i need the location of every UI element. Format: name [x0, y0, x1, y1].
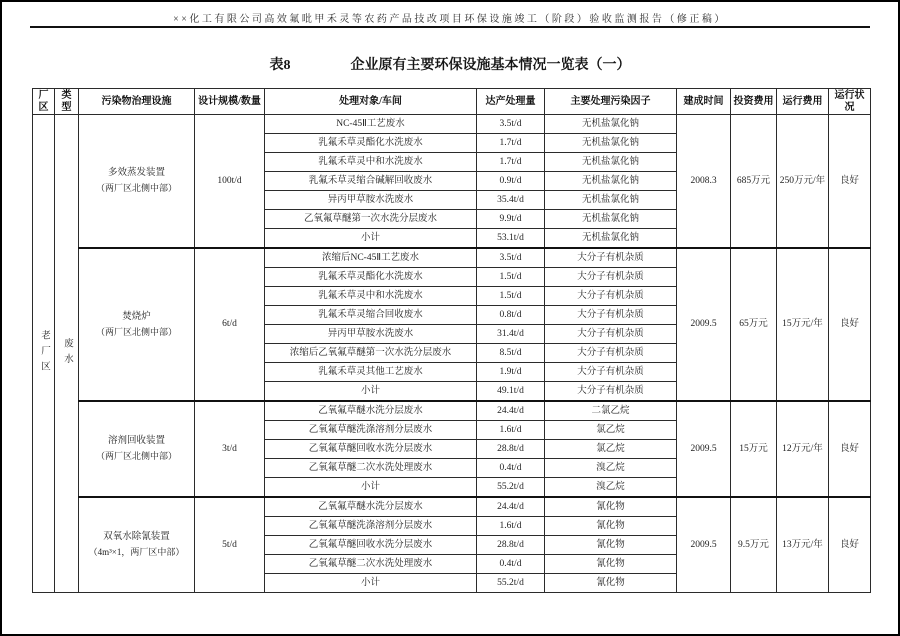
waste-type-cell: 废水 — [55, 115, 79, 593]
built-time-cell: 2008.3 — [677, 115, 731, 249]
capacity-cell: 3.5t/d — [477, 248, 545, 268]
pollutant-factor-cell: 大分子有机杂质 — [545, 268, 677, 287]
design-scale-cell: 5t/d — [195, 497, 265, 593]
pollutant-factor-cell: 大分子有机杂质 — [545, 363, 677, 382]
capacity-cell: 1.5t/d — [477, 268, 545, 287]
treatment-target-cell: 乙氧氟草醚洗涤溶剂分层废水 — [265, 421, 477, 440]
column-header-1: 类型 — [55, 89, 79, 115]
env-facilities-table — [32, 88, 871, 593]
treatment-target-cell: 乳氟禾草灵中和水洗废水 — [265, 287, 477, 306]
capacity-cell: 1.6t/d — [477, 421, 545, 440]
facility-location-note: （4m³×1，两厂区中部） — [88, 547, 185, 558]
capacity-cell: 0.4t/d — [477, 555, 545, 574]
treatment-target-cell: 小计 — [265, 382, 477, 402]
table-row — [33, 497, 871, 517]
treatment-target-cell: 乳氟禾草灵中和水洗废水 — [265, 153, 477, 172]
table-title-row — [2, 54, 898, 74]
pollutant-factor-cell: 氰化物 — [545, 517, 677, 536]
pollutant-factor-cell: 二氯乙烷 — [545, 401, 677, 421]
document-header-line: ××化工有限公司高效氟吡甲禾灵等农药产品技改项目环保设施竣工（阶段）验收监测报告（修正稿） — [173, 14, 727, 25]
column-header-10: 运行状况 — [829, 89, 871, 115]
facility-name: 溶剂回收装置 — [107, 436, 165, 447]
treatment-target-cell: 乙氧氟草醚水洗分层废水 — [265, 401, 477, 421]
pollutant-factor-cell: 大分子有机杂质 — [545, 306, 677, 325]
pollutant-factor-cell: 氰化物 — [545, 536, 677, 555]
treatment-target-cell: 乙氧氟草醚第一次水洗分层废水 — [265, 210, 477, 229]
pollutant-factor-cell: 无机盐氯化钠 — [545, 229, 677, 249]
pollutant-factor-cell: 大分子有机杂质 — [545, 287, 677, 306]
design-scale-cell: 100t/d — [195, 115, 265, 249]
pollutant-factor-cell: 氯乙烷 — [545, 440, 677, 459]
pollutant-factor-cell: 大分子有机杂质 — [545, 248, 677, 268]
pollutant-factor-cell: 无机盐氯化钠 — [545, 153, 677, 172]
treatment-target-cell: 异丙甲草胺水洗废水 — [265, 191, 477, 210]
built-time-cell: 2009.5 — [677, 497, 731, 593]
operating-cost-cell: 12万元/年 — [777, 401, 829, 497]
capacity-cell: 0.9t/d — [477, 172, 545, 191]
facility-cell — [79, 248, 195, 401]
column-header-4: 处理对象/车间 — [265, 89, 477, 115]
capacity-cell: 1.7t/d — [477, 134, 545, 153]
treatment-target-cell: 乳氟禾草灵缩合碱解回收废水 — [265, 172, 477, 191]
pollutant-factor-cell: 溴乙烷 — [545, 459, 677, 478]
treatment-target-cell: 乳氟禾草灵酯化水洗废水 — [265, 268, 477, 287]
column-header-7: 建成时间 — [677, 89, 731, 115]
capacity-cell: 49.1t/d — [477, 382, 545, 402]
pollutant-factor-cell: 无机盐氯化钠 — [545, 191, 677, 210]
operating-cost-cell: 13万元/年 — [777, 497, 829, 593]
treatment-target-cell: 乳氟禾草灵酯化水洗废水 — [265, 134, 477, 153]
status-cell: 良好 — [829, 115, 871, 249]
investment-cell: 15万元 — [731, 401, 777, 497]
investment-cell: 9.5万元 — [731, 497, 777, 593]
table-label: 表8 — [269, 58, 291, 73]
treatment-target-cell: 乙氧氟草醚水洗分层废水 — [265, 497, 477, 517]
pollutant-factor-cell: 无机盐氯化钠 — [545, 172, 677, 191]
capacity-cell: 55.2t/d — [477, 574, 545, 593]
design-scale-cell: 3t/d — [195, 401, 265, 497]
capacity-cell: 0.4t/d — [477, 459, 545, 478]
facility-cell — [79, 497, 195, 593]
table-title: 企业原有主要环保设施基本情况一览表（一） — [350, 58, 631, 73]
treatment-target-cell: 异丙甲草胺水洗废水 — [265, 325, 477, 344]
capacity-cell: 8.5t/d — [477, 344, 545, 363]
header-divider — [30, 26, 870, 28]
treatment-target-cell: 小计 — [265, 229, 477, 249]
facility-location-note: （两厂区北侧中部） — [95, 326, 177, 337]
capacity-cell: 24.4t/d — [477, 497, 545, 517]
pollutant-factor-cell: 溴乙烷 — [545, 478, 677, 498]
operating-cost-cell: 15万元/年 — [777, 248, 829, 401]
facility-location-note: （两厂区北侧中部） — [95, 451, 177, 462]
column-header-0: 厂区 — [33, 89, 55, 115]
treatment-target-cell: 乳氟禾草灵其他工艺废水 — [265, 363, 477, 382]
table-row — [33, 115, 871, 134]
capacity-cell: 24.4t/d — [477, 401, 545, 421]
operating-cost-cell: 250万元/年 — [777, 115, 829, 249]
built-time-cell: 2009.5 — [677, 401, 731, 497]
facility-name: 多效蒸发装置 — [107, 168, 165, 179]
facility-name: 双氧水除氰装置 — [103, 532, 170, 543]
investment-cell: 685万元 — [731, 115, 777, 249]
pollutant-factor-cell: 无机盐氯化钠 — [545, 210, 677, 229]
column-header-6: 主要处理污染因子 — [545, 89, 677, 115]
column-header-9: 运行费用 — [777, 89, 829, 115]
column-header-5: 达产处理量 — [477, 89, 545, 115]
treatment-target-cell: 乙氧氟草醚二次水洗处理废水 — [265, 555, 477, 574]
column-header-8: 投资费用 — [731, 89, 777, 115]
pollutant-factor-cell: 大分子有机杂质 — [545, 344, 677, 363]
capacity-cell: 55.2t/d — [477, 478, 545, 498]
treatment-target-cell: 乙氧氟草醚二次水洗处理废水 — [265, 459, 477, 478]
capacity-cell: 1.5t/d — [477, 287, 545, 306]
pollutant-factor-cell: 氰化物 — [545, 497, 677, 517]
design-scale-cell: 6t/d — [195, 248, 265, 401]
treatment-target-cell: 乙氧氟草醚回收水洗分层废水 — [265, 536, 477, 555]
pollutant-factor-cell: 氰化物 — [545, 555, 677, 574]
capacity-cell: 9.9t/d — [477, 210, 545, 229]
investment-cell: 65万元 — [731, 248, 777, 401]
capacity-cell: 1.9t/d — [477, 363, 545, 382]
built-time-cell: 2009.5 — [677, 248, 731, 401]
status-cell: 良好 — [829, 248, 871, 401]
capacity-cell: 28.8t/d — [477, 536, 545, 555]
capacity-cell: 1.7t/d — [477, 153, 545, 172]
capacity-cell: 0.8t/d — [477, 306, 545, 325]
table-row — [33, 401, 871, 421]
pollutant-factor-cell: 氰化物 — [545, 574, 677, 593]
pollutant-factor-cell: 无机盐氯化钠 — [545, 134, 677, 153]
capacity-cell: 1.6t/d — [477, 517, 545, 536]
pollutant-factor-cell: 大分子有机杂质 — [545, 382, 677, 402]
treatment-target-cell: 乙氧氟草醚洗涤溶剂分层废水 — [265, 517, 477, 536]
pollutant-factor-cell: 大分子有机杂质 — [545, 325, 677, 344]
table-row — [33, 248, 871, 268]
plant-area-cell: 老厂区 — [33, 115, 55, 593]
capacity-cell: 3.5t/d — [477, 115, 545, 134]
facility-name: 焚烧炉 — [122, 311, 151, 322]
treatment-target-cell: 小计 — [265, 574, 477, 593]
pollutant-factor-cell: 无机盐氯化钠 — [545, 115, 677, 134]
treatment-target-cell: 乙氧氟草醚回收水洗分层废水 — [265, 440, 477, 459]
capacity-cell: 28.8t/d — [477, 440, 545, 459]
treatment-target-cell: NC-45Ⅱ工艺废水 — [265, 115, 477, 134]
treatment-target-cell: 浓缩后NC-45Ⅱ工艺废水 — [265, 248, 477, 268]
treatment-target-cell: 乳氟禾草灵缩合回收废水 — [265, 306, 477, 325]
facility-cell — [79, 401, 195, 497]
capacity-cell: 31.4t/d — [477, 325, 545, 344]
pollutant-factor-cell: 氯乙烷 — [545, 421, 677, 440]
capacity-cell: 35.4t/d — [477, 191, 545, 210]
facility-location-note: （两厂区北侧中部） — [95, 183, 177, 194]
treatment-target-cell: 小计 — [265, 478, 477, 498]
column-header-2: 污染物治理设施 — [79, 89, 195, 115]
facility-cell — [79, 115, 195, 249]
status-cell: 良好 — [829, 401, 871, 497]
treatment-target-cell: 浓缩后乙氧氟草醚第一次水洗分层废水 — [265, 344, 477, 363]
column-header-3: 设计规模/数量 — [195, 89, 265, 115]
table-header-row — [33, 89, 871, 115]
capacity-cell: 53.1t/d — [477, 229, 545, 249]
status-cell: 良好 — [829, 497, 871, 593]
